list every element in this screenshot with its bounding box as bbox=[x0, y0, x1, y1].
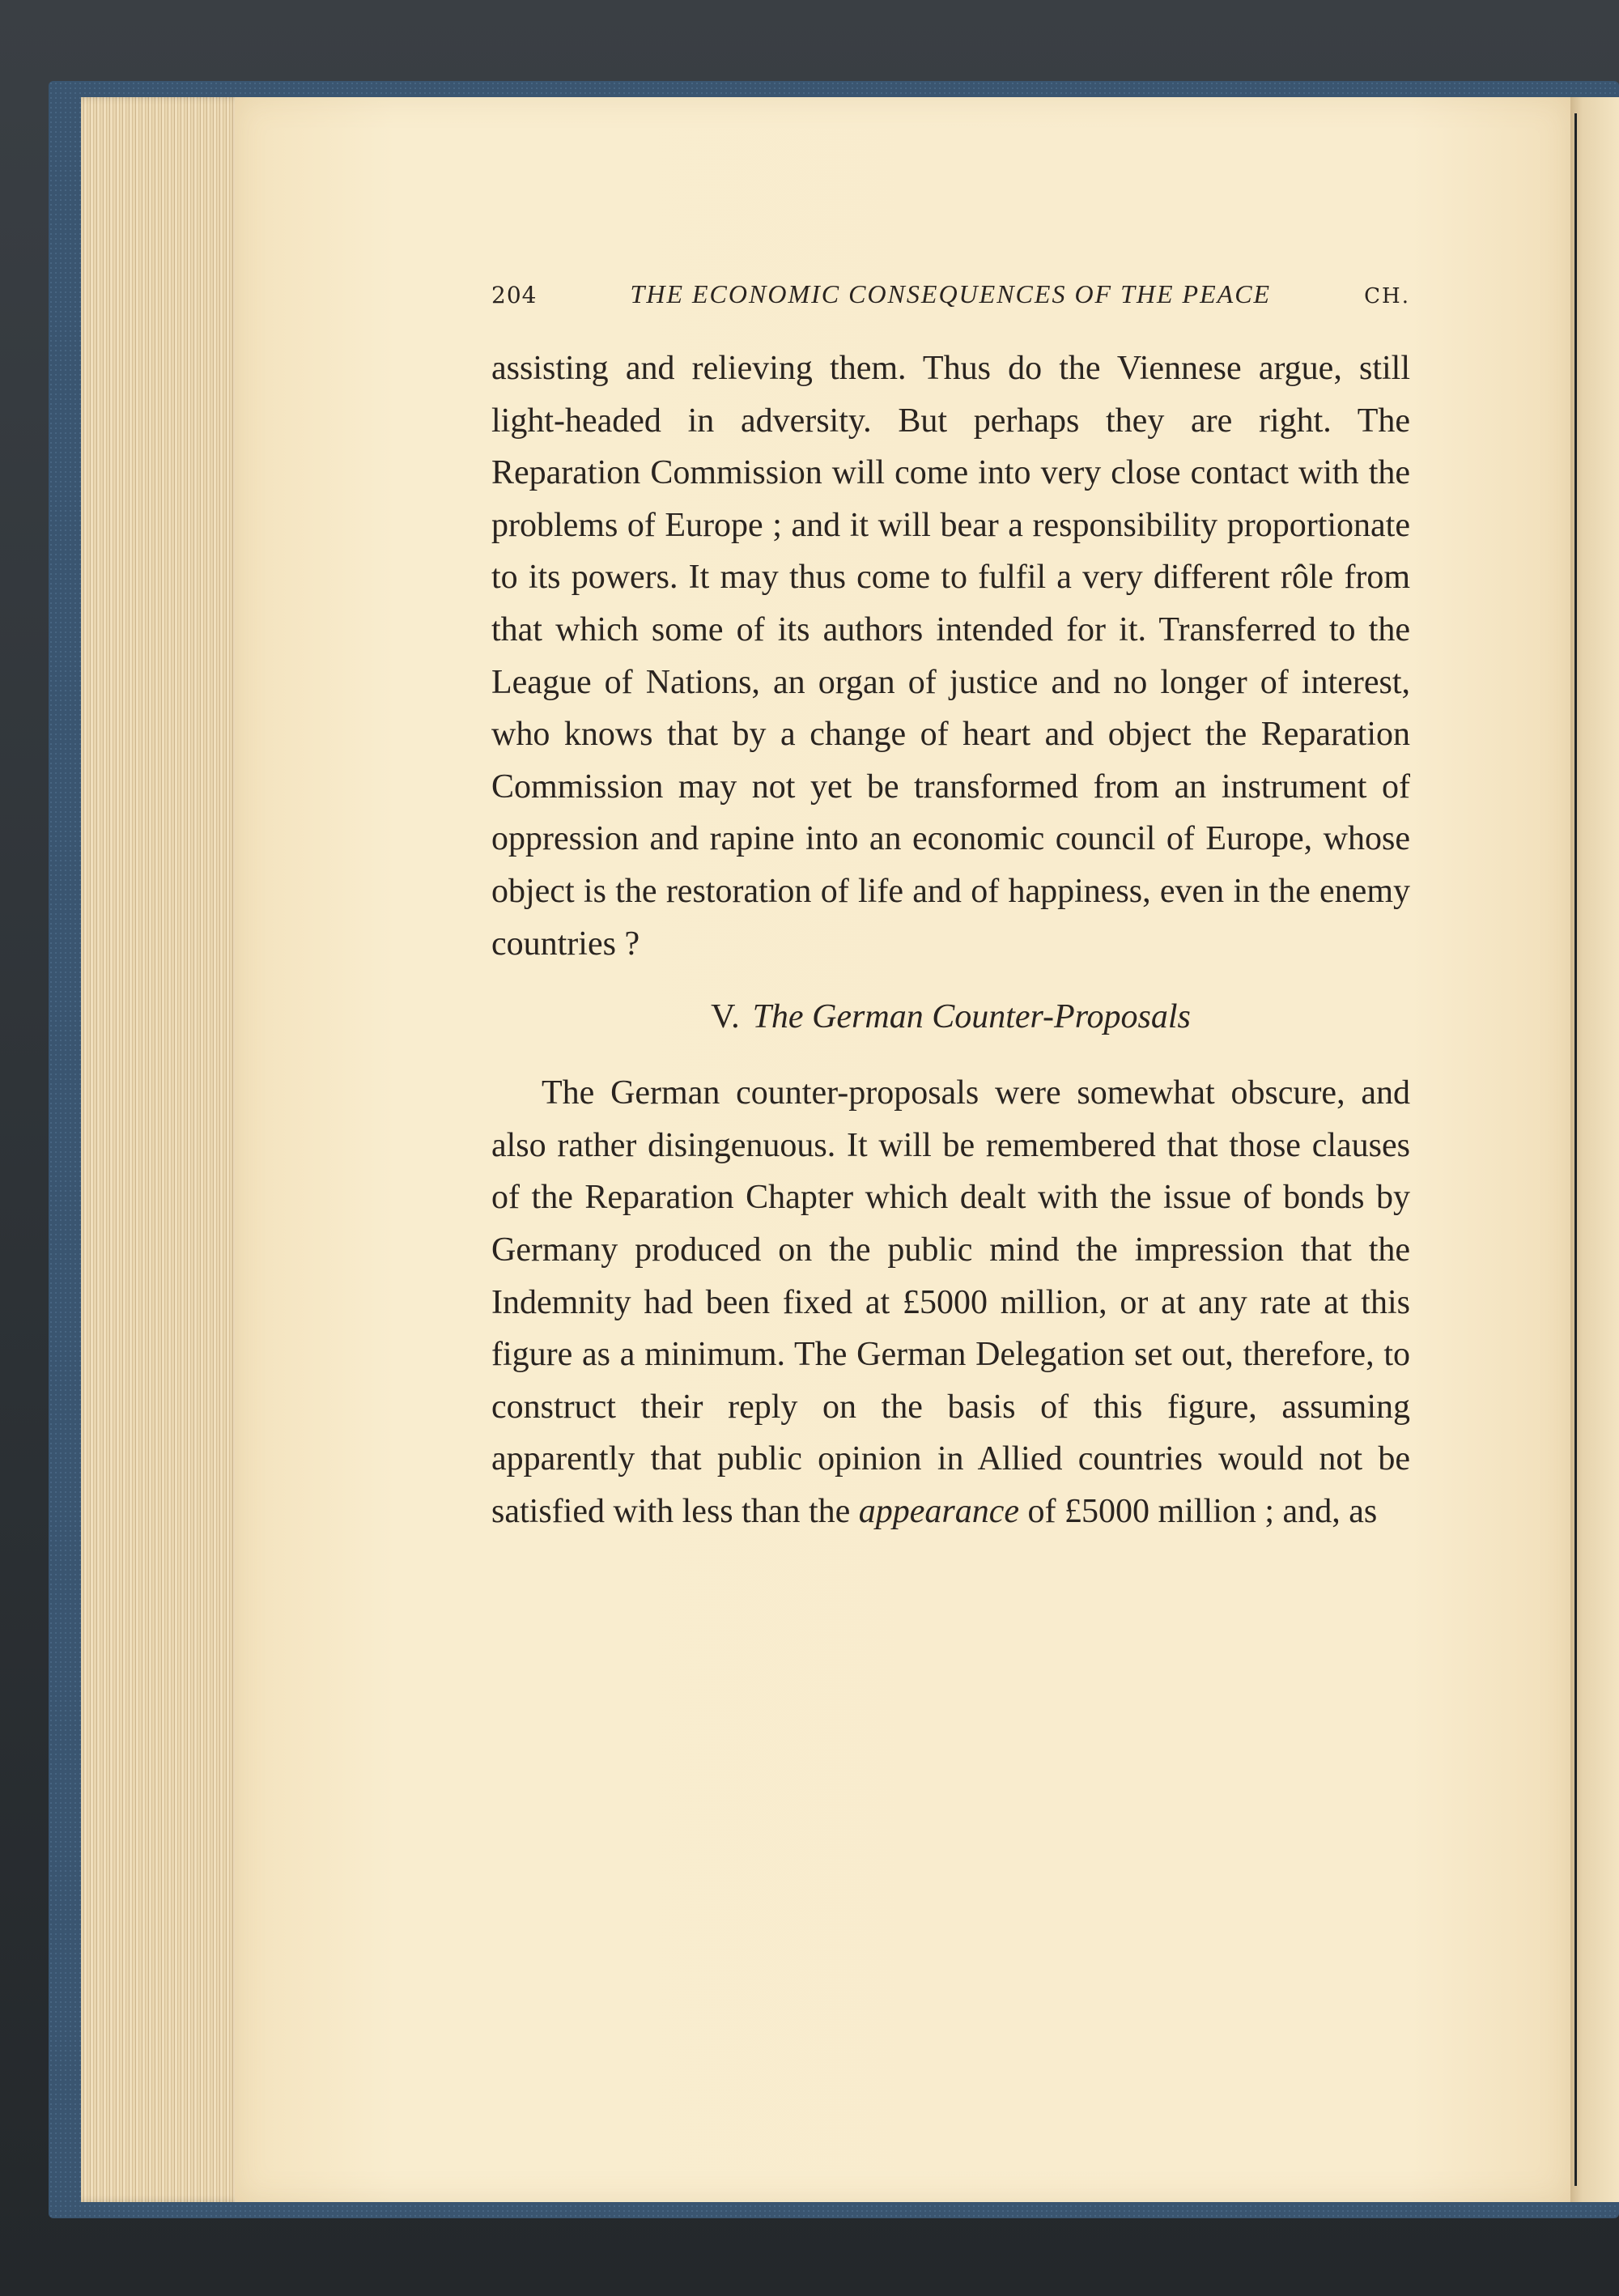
paragraph: assisting and relieving them. Thus do the Viennese argue, still light-headed in adversity. But perhaps they are right. The Reparation Commission will come into very close contact with the problems of Europe ; and it will bear a responsibility proportionate to its powers. It may thus come to fulfil a very different rôle from that which some of its authors intended for it. Transferred to the League of Nations, an organ of justice and no longer of interest, who knows that by a change of heart and object the Reparation Commission may not yet be transformed from an instrument of oppression and rapine into an economic council of Europe, whose object is the restoration of life and of happiness, even in the enemy countries ? bbox=[491, 350, 1410, 963]
page-number: 204 bbox=[491, 282, 538, 308]
paragraph bbox=[491, 1067, 1410, 1537]
paragraph-text: of £5000 million ; and, as bbox=[1019, 1492, 1378, 1530]
section-heading bbox=[491, 991, 1410, 1043]
running-head bbox=[491, 279, 1410, 320]
emphasized-word: appearance bbox=[858, 1492, 1020, 1530]
running-title: THE ECONOMIC CONSEQUENCES OF THE PEACE bbox=[630, 279, 1272, 308]
paragraph-text: The German counter-proposals were somewhat obscure, and also rather disingenuous. It will be remembered that those clauses of the Reparation Chapter which dealt with the issue of bonds by Germany produced on the public mind the impression that the Indemnity had been fixed at £5000 million, or at any rate at this figure as a minimum. The German Delegation set out, therefore, to construct their reply on the basis of this figure, assuming apparently that public opinion in Allied countries would not be satisfied with less than the bbox=[491, 1074, 1410, 1530]
section-number: V. bbox=[711, 998, 740, 1036]
section-title: The German Counter-Proposals bbox=[752, 998, 1191, 1036]
page-edges bbox=[81, 97, 243, 2202]
chapter-abbrev: CH. bbox=[1364, 284, 1410, 308]
page-text bbox=[491, 279, 1410, 1537]
gutter-shadow bbox=[1574, 113, 1577, 2186]
